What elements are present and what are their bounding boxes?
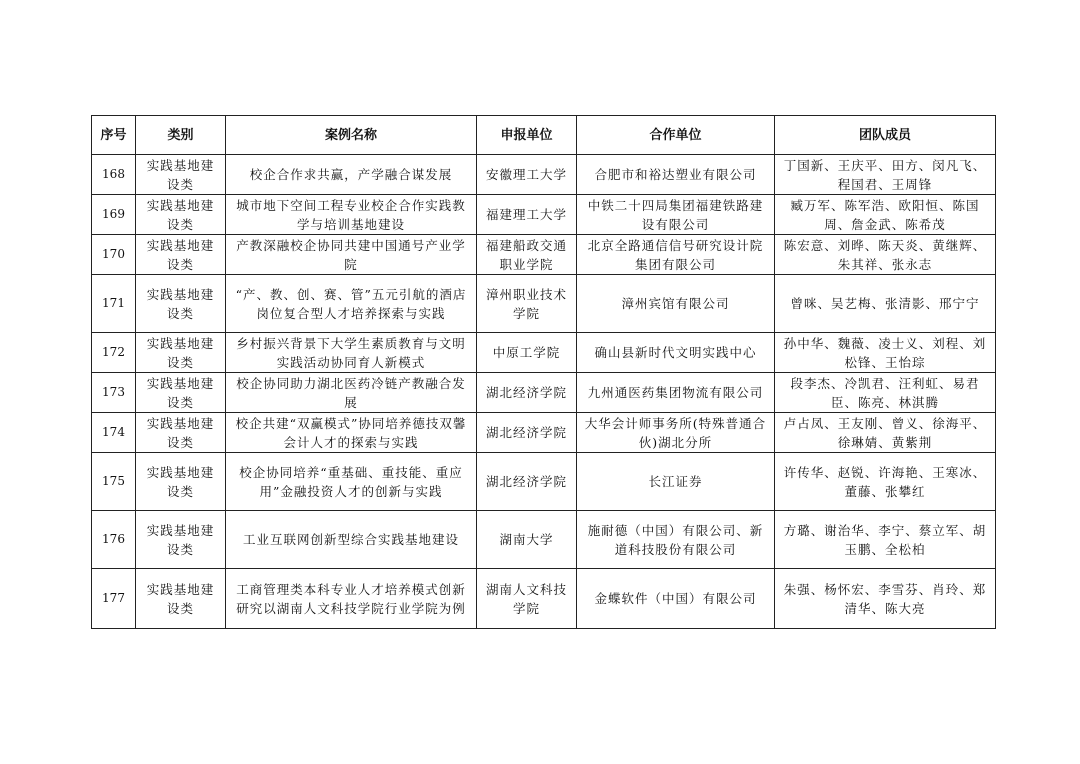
table-row	[92, 275, 996, 333]
cell-case-name: 城市地下空间工程专业校企合作实践教学与培训基地建设	[226, 195, 477, 235]
cell-team: 丁国新、王庆平、田方、闵凡飞、程国君、王周锋	[775, 155, 996, 195]
cell-category: 实践基地建设类	[136, 155, 226, 195]
cell-partner: 中铁二十四局集团福建铁路建设有限公司	[577, 195, 775, 235]
cell-applicant: 湖北经济学院	[477, 453, 577, 511]
table-row	[92, 373, 996, 413]
cell-applicant: 福建船政交通职业学院	[477, 235, 577, 275]
cell-team: 方璐、谢治华、李宁、蔡立军、胡玉鹏、全松柏	[775, 511, 996, 569]
cell-case-name: 校企协同培养“重基础、重技能、重应用”金融投资人才的创新与实践	[226, 453, 477, 511]
table-row	[92, 155, 996, 195]
cell-partner: 合肥市和裕达塑业有限公司	[577, 155, 775, 195]
table-row	[92, 453, 996, 511]
cell-team: 臧万军、陈军浩、欧阳恒、陈国周、詹金武、陈希茂	[775, 195, 996, 235]
cell-category: 实践基地建设类	[136, 413, 226, 453]
cell-case-name: 工业互联网创新型综合实践基地建设	[226, 511, 477, 569]
cell-team: 许传华、赵锐、许海艳、王寒冰、董藤、张攀红	[775, 453, 996, 511]
cell-team: 孙中华、魏薇、凌士义、刘程、刘松锋、王怡琮	[775, 333, 996, 373]
table-row	[92, 413, 996, 453]
cell-case-name: 产教深融校企协同共建中国通号产业学院	[226, 235, 477, 275]
header-seq: 序号	[92, 116, 136, 155]
cell-partner: 长江证券	[577, 453, 775, 511]
cell-partner: 漳州宾馆有限公司	[577, 275, 775, 333]
cell-category: 实践基地建设类	[136, 235, 226, 275]
cell-case-name: 乡村振兴背景下大学生素质教育与文明实践活动协同育人新模式	[226, 333, 477, 373]
cell-applicant: 福建理工大学	[477, 195, 577, 235]
cell-seq: 169	[92, 195, 136, 235]
cell-applicant: 湖北经济学院	[477, 373, 577, 413]
cell-team: 段李杰、冷凯君、汪利虹、易君臣、陈亮、林淇腾	[775, 373, 996, 413]
cell-applicant: 湖北经济学院	[477, 413, 577, 453]
cell-seq: 174	[92, 413, 136, 453]
cell-partner: 施耐德（中国）有限公司、新道科技股份有限公司	[577, 511, 775, 569]
cell-team: 朱强、杨怀宏、李雪芬、肖玲、郑清华、陈大亮	[775, 569, 996, 629]
table-row	[92, 511, 996, 569]
table-row	[92, 333, 996, 373]
cell-seq: 173	[92, 373, 136, 413]
header-category: 类别	[136, 116, 226, 155]
header-partner: 合作单位	[577, 116, 775, 155]
header-applicant: 申报单位	[477, 116, 577, 155]
cell-team: 曾咪、吴艺梅、张清影、邢宁宁	[775, 275, 996, 333]
cell-seq: 176	[92, 511, 136, 569]
cell-case-name: 校企共建“双赢模式”协同培养德技双馨会计人才的探索与实践	[226, 413, 477, 453]
header-team: 团队成员	[775, 116, 996, 155]
cell-seq: 172	[92, 333, 136, 373]
cell-partner: 大华会计师事务所(特殊普通合伙)湖北分所	[577, 413, 775, 453]
header-case-name: 案例名称	[226, 116, 477, 155]
cell-case-name: 校企协同助力湖北医药冷链产教融合发展	[226, 373, 477, 413]
cell-category: 实践基地建设类	[136, 195, 226, 235]
cell-case-name: “产、教、创、赛、管”五元引航的酒店岗位复合型人才培养探索与实践	[226, 275, 477, 333]
cell-seq: 170	[92, 235, 136, 275]
cell-applicant: 漳州职业技术学院	[477, 275, 577, 333]
table-header-row	[92, 116, 996, 155]
cell-applicant: 湖南人文科技学院	[477, 569, 577, 629]
cell-case-name: 工商管理类本科专业人才培养模式创新研究以湖南人文科技学院行业学院为例	[226, 569, 477, 629]
cell-category: 实践基地建设类	[136, 333, 226, 373]
cell-partner: 北京全路通信信号研究设计院集团有限公司	[577, 235, 775, 275]
cell-case-name: 校企合作求共赢，产学融合谋发展	[226, 155, 477, 195]
table-row	[92, 235, 996, 275]
cell-partner: 九州通医药集团物流有限公司	[577, 373, 775, 413]
cell-partner: 确山县新时代文明实践中心	[577, 333, 775, 373]
cell-applicant: 安徽理工大学	[477, 155, 577, 195]
table-row	[92, 569, 996, 629]
cell-seq: 177	[92, 569, 136, 629]
cell-seq: 171	[92, 275, 136, 333]
case-table	[91, 115, 996, 629]
cell-category: 实践基地建设类	[136, 373, 226, 413]
cell-team: 卢占凤、王友刚、曾义、徐海平、徐琳婧、黄紫荆	[775, 413, 996, 453]
cell-team: 陈宏意、刘晔、陈天炎、黄继辉、朱其祥、张永志	[775, 235, 996, 275]
cell-category: 实践基地建设类	[136, 453, 226, 511]
cell-category: 实践基地建设类	[136, 275, 226, 333]
cell-seq: 168	[92, 155, 136, 195]
cell-partner: 金蝶软件（中国）有限公司	[577, 569, 775, 629]
cell-seq: 175	[92, 453, 136, 511]
cell-applicant: 中原工学院	[477, 333, 577, 373]
table-row	[92, 195, 996, 235]
cell-category: 实践基地建设类	[136, 569, 226, 629]
cell-category: 实践基地建设类	[136, 511, 226, 569]
cell-applicant: 湖南大学	[477, 511, 577, 569]
